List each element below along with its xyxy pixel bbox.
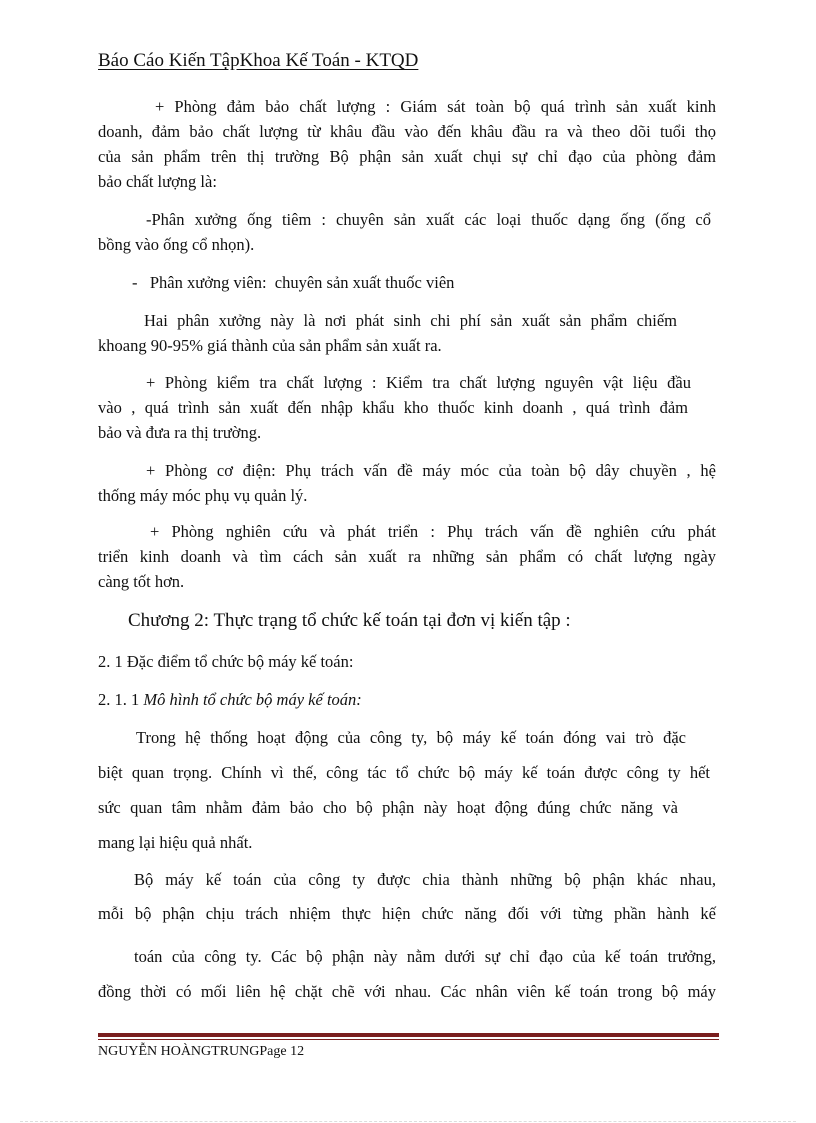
text-line: Hai phân xưởng này là nơi phát sinh chi phí sản xuất sản phẩm chiếm: [144, 311, 677, 330]
text-line: mang lại hiệu quả nhất.: [98, 833, 253, 852]
section-number: 2. 1. 1: [98, 690, 140, 709]
text-line: doanh, đảm bảo chất lượng từ khâu đầu vào đến khâu đầu ra và theo dõi tuổi thọ: [98, 122, 716, 141]
text-line: + Phòng cơ điện: Phụ trách vấn đề máy móc của toàn bộ dây chuyền , hệ: [146, 461, 716, 480]
text-line: sức quan tâm nhằm đảm bảo cho bộ phận này hoạt động đúng chức năng và: [98, 798, 678, 817]
footer-rule-thin: [98, 1039, 719, 1040]
section-heading-2-1: 2. 1 Đặc điểm tổ chức bộ máy kế toán:: [98, 652, 354, 671]
text-line: càng tốt hơn.: [98, 572, 185, 591]
text-line: + Phòng nghiên cứu và phát triển : Phụ trách vấn đề nghiên cứu phát: [150, 522, 716, 541]
text-line: đồng thời có mối liên hệ chặt chẽ với nhau. Các nhân viên kế toán trong bộ máy: [98, 982, 716, 1001]
section-title: Mô hình tổ chức bộ máy kế toán:: [143, 690, 362, 709]
chapter-title: Chương 2: Thực trạng tổ chức kế toán tại đơn vị kiến tập :: [128, 610, 571, 631]
text-line: thống máy móc phụ vụ quản lý.: [98, 486, 308, 505]
text-line: biệt quan trọng. Chính vì thế, công tác tổ chức bộ máy kế toán được công ty hết: [98, 763, 710, 782]
text-line: vào , quá trình sản xuất đến nhập khẩu kho thuốc kinh doanh , quá trình đảm: [98, 398, 688, 417]
text-line: - Phân xưởng viên: chuyên sản xuất thuốc viên: [132, 273, 455, 292]
page-footer: NGUYỄN HOÀNGTRUNGPage 12: [98, 1044, 305, 1059]
text-line: + Phòng đảm bảo chất lượng : Giám sát toàn bộ quá trình sản xuất kinh: [155, 97, 716, 116]
text-line: bảo chất lượng là:: [98, 172, 217, 191]
text-line: của sản phẩm trên thị trường Bộ phận sản xuất chụi sự chỉ đạo của phòng đảm: [98, 147, 716, 166]
text-line: khoang 90-95% giá thành của sản phẩm sản xuất ra.: [98, 336, 442, 355]
section-heading-2-1-1: [98, 690, 716, 710]
text-line: + Phòng kiểm tra chất lượng : Kiểm tra chất lượng nguyên vật liệu đầu: [146, 373, 691, 392]
text-line: -Phân xưởng ống tiêm : chuyên sản xuất các loại thuốc dạng ống (ống cổ: [146, 210, 711, 229]
text-line: bảo và đưa ra thị trường.: [98, 423, 262, 442]
text-line: Bộ máy kế toán của công ty được chia thành những bộ phận khác nhau,: [134, 870, 716, 889]
text-line: toán của công ty. Các bộ phận này nằm dưới sự chỉ đạo của kế toán trưởng,: [134, 947, 716, 966]
page-header: Báo Cáo Kiến TậpKhoa Kế Toán - KTQD: [98, 50, 419, 71]
text-line: mỗi bộ phận chịu trách nhiệm thực hiện chức năng đối với từng phần hành kế: [98, 904, 716, 923]
text-line: bồng vào ống cổ nhọn).: [98, 235, 255, 254]
footer-rule-thick: [98, 1033, 719, 1037]
text-line: triển kinh doanh và tìm cách sản xuất ra những sản phẩm có chất lượng ngày: [98, 547, 716, 566]
text-line: Trong hệ thống hoạt động của công ty, bộ máy kế toán đóng vai trò đặc: [136, 728, 686, 747]
page-boundary: [20, 1121, 796, 1122]
